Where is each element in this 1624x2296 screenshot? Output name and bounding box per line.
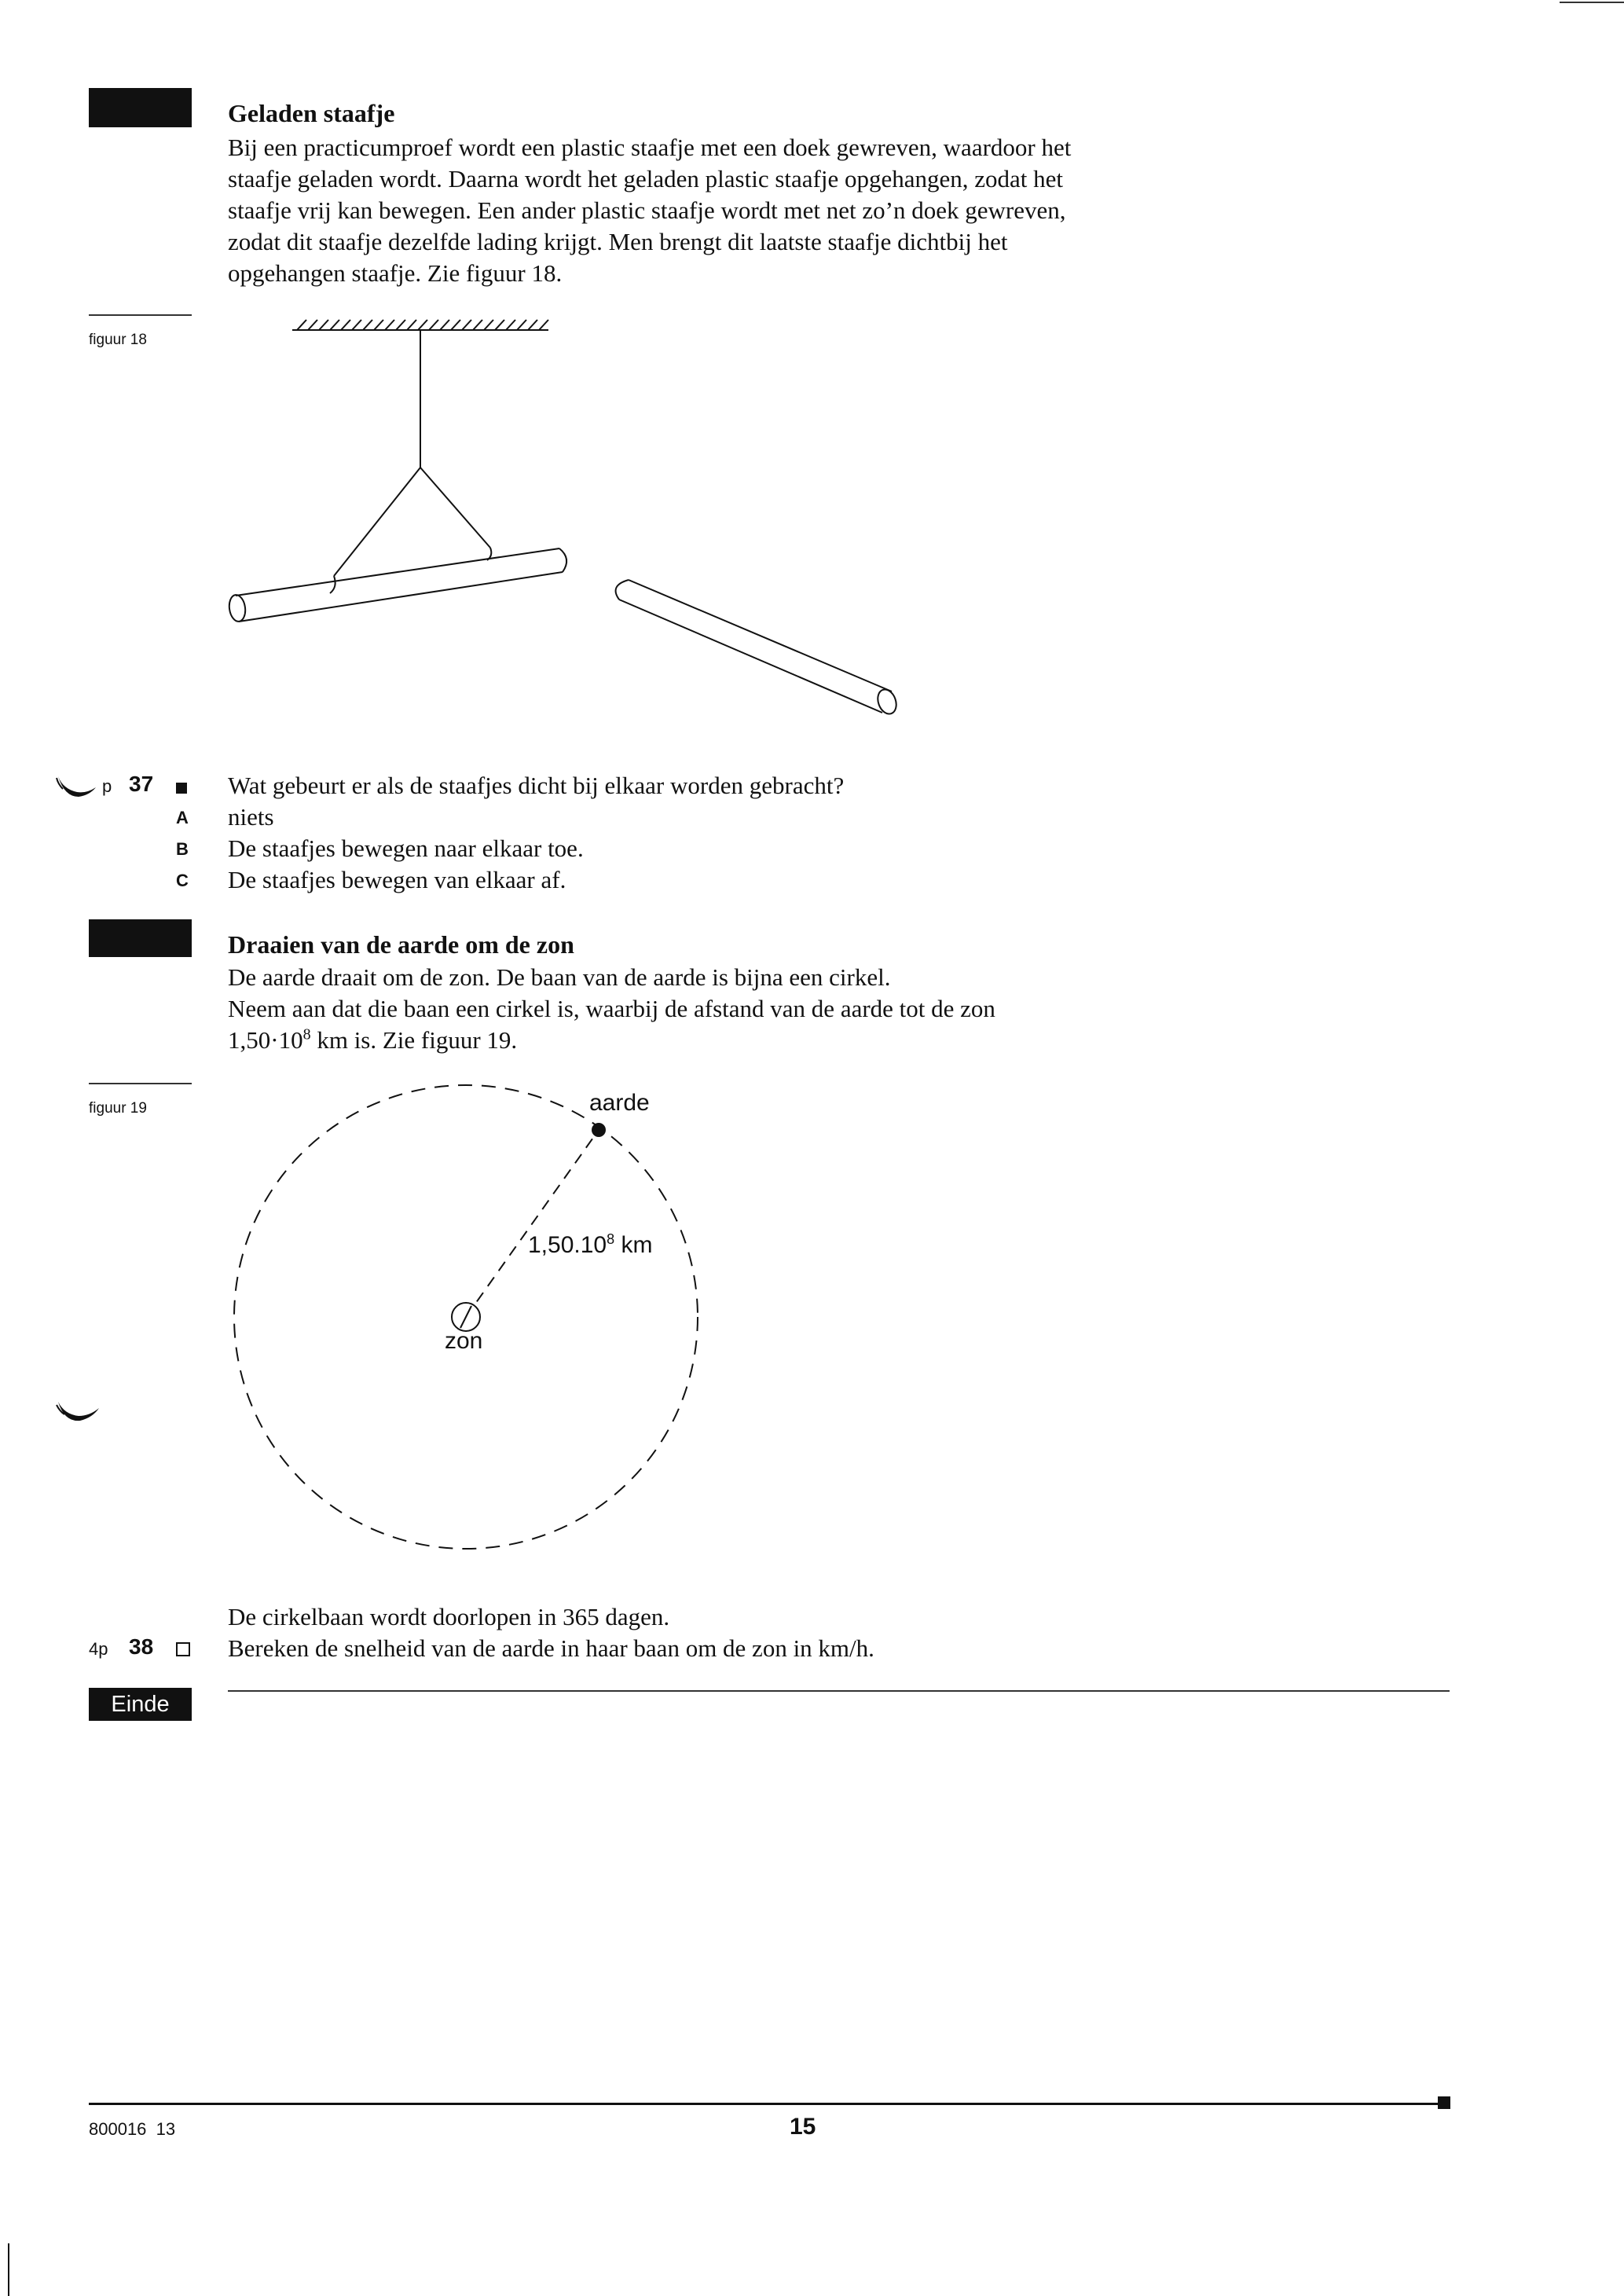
option-b[interactable]: De staafjes bewegen naar elkaar toe. (228, 834, 584, 862)
ceiling-hatching (297, 320, 548, 330)
thread-right (420, 468, 490, 548)
section-title: Geladen staafje (228, 99, 395, 127)
page-number: 15 (790, 2114, 816, 2140)
corner-mark (1560, 2, 1624, 3)
hand-icon (55, 1397, 104, 1425)
sun-label: zon (445, 1328, 483, 1354)
question-number: 38 (129, 1634, 154, 1659)
option-letter-a: A (176, 808, 189, 827)
section-paragraph: De aarde draait om de zon. De baan van de aarde is bijna een cirkel. Neem aan dat die baan een cirkel is, waarbij de afstand van de aarde tot de zon $1,50\cdot 10^8$ km is. Zie figuur 19. (228, 963, 995, 1054)
second-rod (616, 580, 900, 717)
question-intro: De cirkelbaan wordt doorlopen in 365 dagen. (228, 1603, 670, 1630)
figure-label: figuur 19 (89, 1100, 147, 1117)
earth (592, 1123, 606, 1137)
points-label: p (102, 776, 112, 796)
thread-left (334, 468, 420, 576)
earth-label: aarde (589, 1090, 650, 1116)
radius-line (466, 1130, 599, 1317)
figure-18-charged-rods (220, 310, 927, 739)
question-text: Bereken de snelheid van de aarde in haar baan om de zon in km/h. (228, 1634, 874, 1662)
end-label: Einde (89, 1688, 192, 1721)
option-letter-c: C (176, 871, 189, 890)
figure-rule (89, 1083, 192, 1084)
question-text: Wat gebeurt er als de staafjes dicht bij elkaar worden gebracht? (228, 772, 845, 799)
figure-label: figuur 18 (89, 332, 147, 348)
figure-19-earth-orbit (228, 1076, 715, 1564)
figure-rule (89, 314, 192, 316)
section-paragraph: Bij een practicumproef wordt een plastic staafje met een doek gewreven, waardoor het staafje geladen wordt. Daarna wordt het geladen plastic staafje opgehangen, zodat het staafje vrij kan bewegen. Een ander plastic staafje wordt met net zo’n doek gewreven, zodat dit staafje dezelfde lading krijgt. Men brengt dit laatste staafje dichtbij het opgehangen staafje. Zie figuur 18. (228, 134, 1072, 287)
hanging-rod (228, 548, 566, 622)
radius-label: 1,50.10$^8$ km (528, 1231, 653, 1258)
end-rule (228, 1690, 1450, 1692)
option-a[interactable]: niets (228, 803, 274, 831)
footer-end-square (1438, 2096, 1450, 2109)
footer-code: 800016 13 (89, 2119, 176, 2139)
option-c[interactable]: De staafjes bewegen van elkaar af. (228, 866, 566, 893)
points-label: 4p (89, 1639, 108, 1659)
question-number: 37 (129, 772, 154, 796)
hand-icon (55, 772, 102, 803)
section-title: Draaien van de aarde om de zon (228, 930, 574, 959)
section-marker (89, 88, 192, 127)
question-marker-filled (176, 783, 187, 794)
option-letter-b: B (176, 839, 189, 859)
binding-mark (8, 2243, 9, 2296)
answer-checkbox[interactable] (176, 1642, 190, 1656)
section-marker (89, 919, 192, 957)
footer-rule (89, 2103, 1448, 2105)
